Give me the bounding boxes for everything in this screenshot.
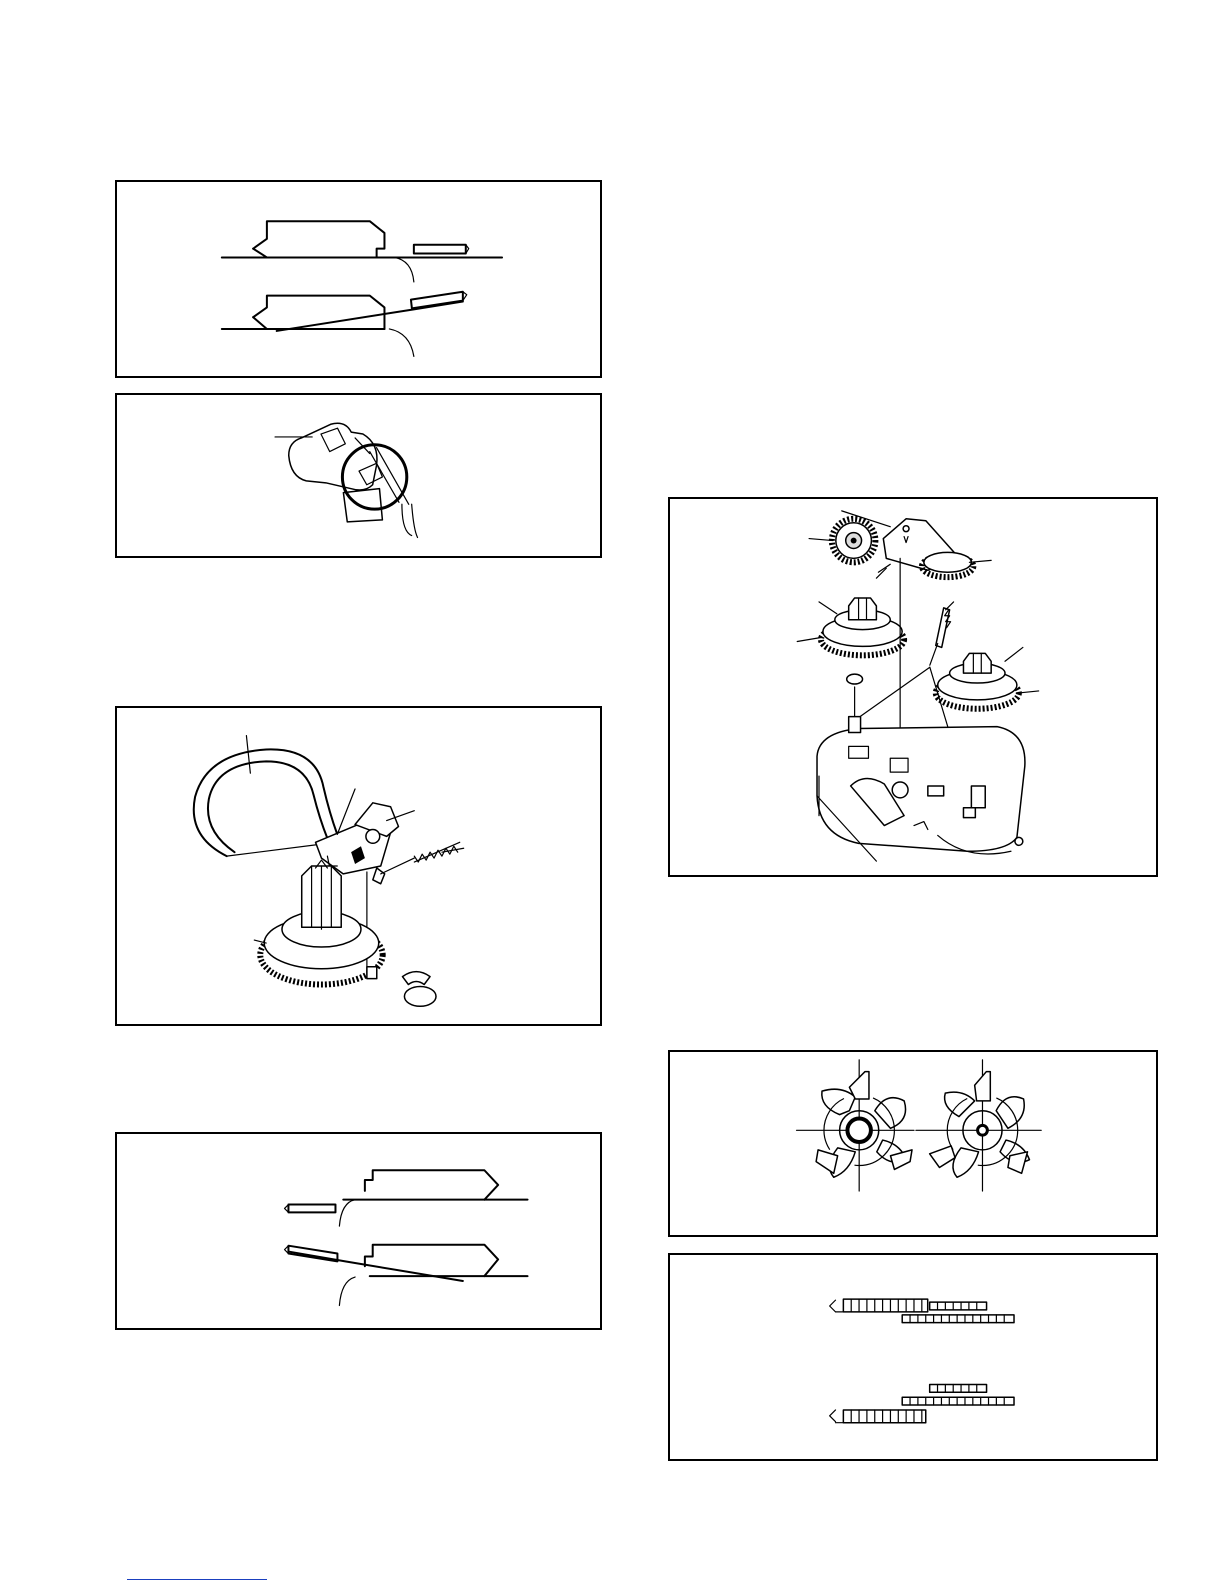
washer-half (402, 972, 430, 985)
slide-part-flat (285, 1170, 528, 1226)
drive-belt (194, 749, 338, 856)
takeup-reel-gear (936, 653, 1019, 708)
slide-engagement-drawing (117, 182, 600, 376)
supply-reel-gear (821, 598, 904, 655)
callout-leader-takeup-gear (1019, 691, 1039, 693)
slide-part-tilted (285, 1245, 528, 1306)
callout-leader-supply-gear (797, 638, 821, 642)
idler-gear-right (922, 552, 973, 577)
gear-mesh-engaged (830, 1299, 1014, 1323)
figure-gear-mesh-positions (668, 1253, 1158, 1461)
callout-leader-takeup-hub (1005, 647, 1023, 661)
reel-hub-alignment-drawing (670, 1052, 1156, 1235)
figure-reel-gear-assembly (668, 497, 1158, 877)
slide-part-flat (222, 221, 502, 282)
coil-spring (381, 842, 460, 874)
footer-rule (127, 1579, 267, 1580)
figure-reel-hub-alignment (668, 1050, 1158, 1237)
callout-leader-belt (246, 736, 250, 774)
gear-mesh-disengaged (830, 1384, 1014, 1422)
reel-assembly-exploded-drawing (670, 499, 1156, 875)
idler-gear-small (832, 519, 876, 563)
deck-chassis (817, 717, 1025, 861)
belt-assembly-drawing (117, 708, 600, 1024)
slide-part-tilted (222, 292, 467, 357)
figure-slide-engagement-bottom-left (115, 1132, 602, 1330)
figure-lever-detail (115, 393, 602, 558)
washer-supply (847, 674, 863, 684)
slide-engagement-reverse-drawing (117, 1134, 600, 1328)
cap-disc (404, 986, 436, 1006)
lever-detail-drawing (117, 395, 600, 556)
reel-gear (260, 860, 382, 984)
callout-leader-idler-right (969, 560, 991, 562)
hub-left (797, 1060, 914, 1191)
figure-slide-engagement-top-left (115, 180, 602, 378)
callout-leader-supply-hub (819, 602, 837, 614)
gear-mesh-drawing (670, 1255, 1156, 1459)
hub-right (916, 1060, 1041, 1191)
oiler-tool (930, 602, 954, 665)
figure-belt-lever-spring-gear (115, 706, 602, 1026)
